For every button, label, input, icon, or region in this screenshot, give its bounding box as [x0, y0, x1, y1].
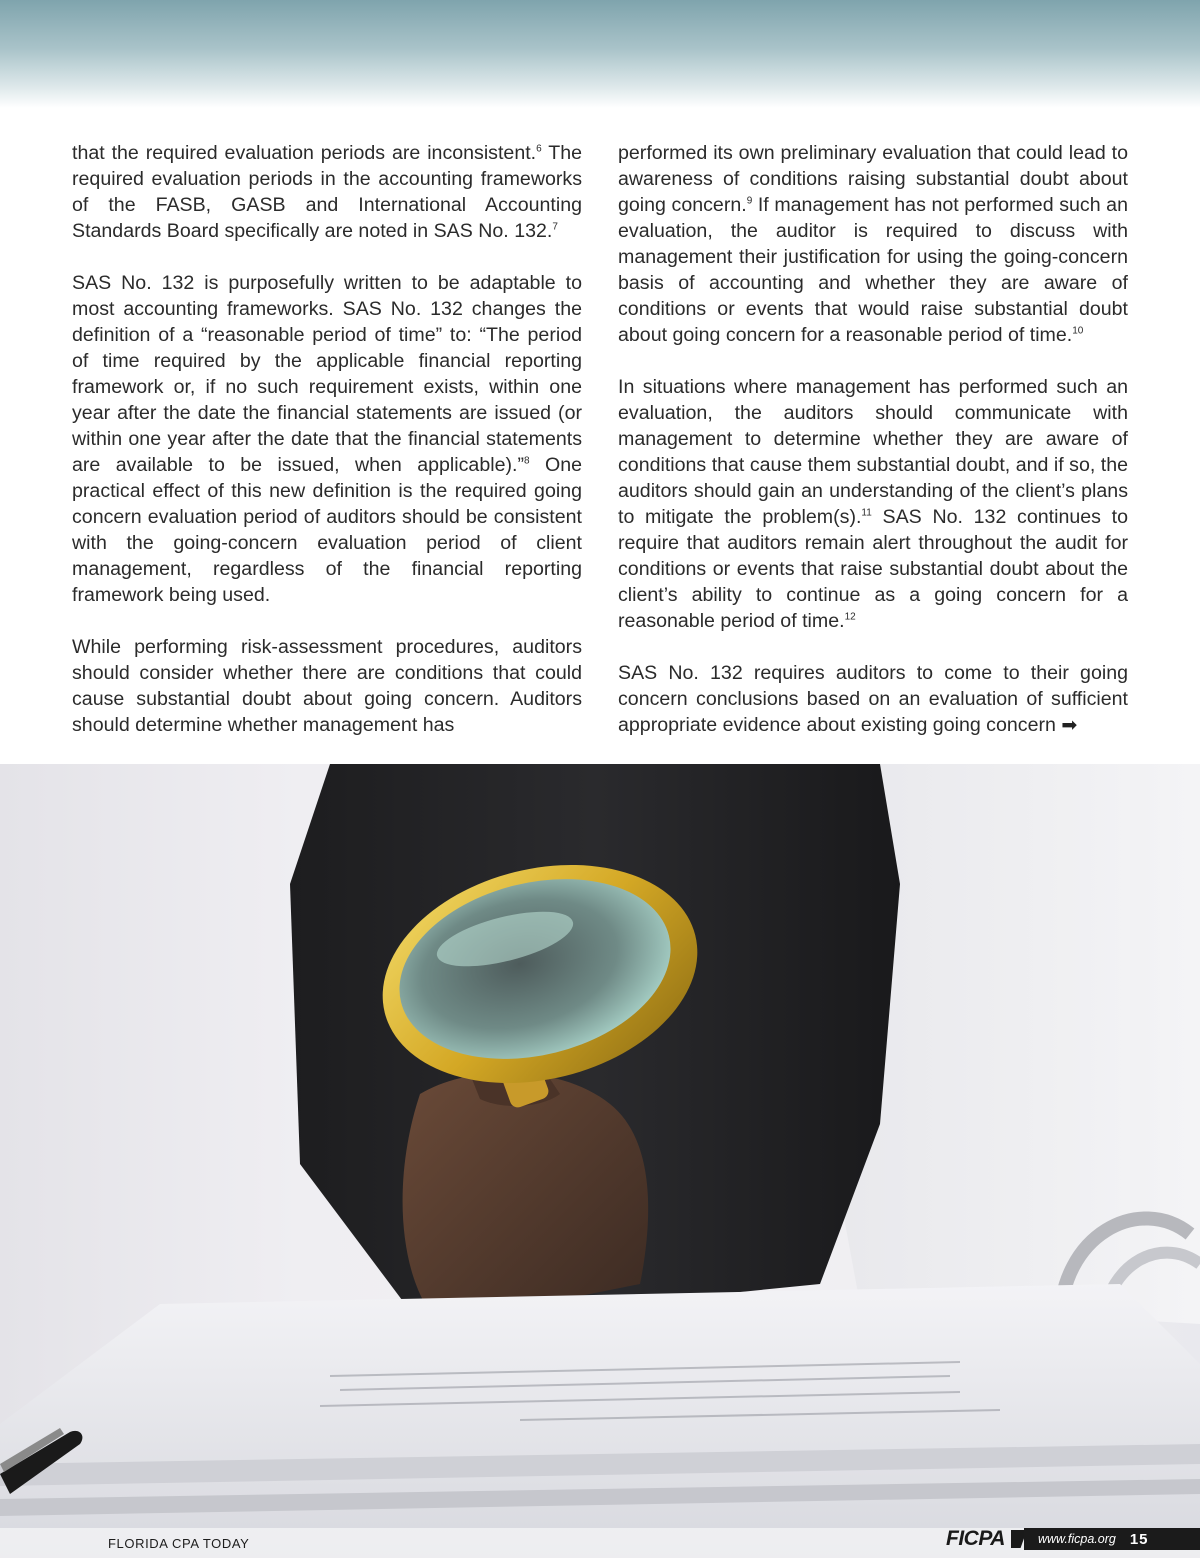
magnifying-glass-photo-illustration: [0, 764, 1200, 1558]
header-gradient-band: [0, 0, 1200, 108]
paragraph-text: SAS No. 132 requires auditors to come to their going concern conclusions based on an evaluation of sufficient appropriate evidence about existing going concern: [618, 662, 1128, 736]
article-column-right: [618, 140, 1128, 765]
footnote-marker: 7: [552, 221, 558, 233]
ficpa-logo: [946, 1527, 1027, 1551]
article-paragraph: [618, 374, 1128, 634]
paragraph-text: The required evaluation periods in the accounting frameworks of the FASB, GASB and International Accounting Standards Board specifically are noted in SAS No. 132.: [72, 142, 582, 242]
footnote-marker: 10: [1072, 325, 1084, 337]
publication-name: FLORIDA CPA TODAY: [108, 1536, 250, 1551]
website-url: www.ficpa.org: [1038, 1532, 1116, 1546]
article-paragraph: [72, 140, 582, 244]
ficpa-logo-text: FICPA: [946, 1527, 1005, 1550]
article-paragraph: [72, 634, 582, 738]
paragraph-text: that the required evaluation periods are inconsistent.: [72, 142, 537, 164]
continued-arrow-icon: ➡: [1061, 715, 1078, 736]
article-photo: [0, 764, 1200, 1558]
footnote-marker: 9: [746, 195, 753, 207]
footnote-marker: 6: [536, 143, 542, 155]
paragraph-text: performed its own preliminary evaluation that could lead to awareness of conditions raising substantial doubt about going concern.: [618, 142, 1128, 216]
article-paragraph: [72, 270, 582, 608]
paragraph-text: One practical effect of this new definition is the required going concern evaluation period of auditors should be consistent with the going-concern evaluation period of client management, regardless of the financial reporting framework being used.: [72, 454, 582, 606]
article-paragraph: [618, 140, 1128, 348]
paragraph-text: If management has not performed such an evaluation, the auditor is required to discuss with management their justification for using the going-concern basis of accounting and whether they are aware of conditions or events that would raise substantial doubt about going concern for a reasonable period of time.: [618, 194, 1128, 346]
footnote-marker: 12: [844, 611, 856, 623]
footer-url-bar: [1024, 1528, 1200, 1550]
article-paragraph: [618, 660, 1128, 739]
paragraph-text: SAS No. 132 continues to require that auditors remain alert throughout the audit for conditions or events that raise substantial doubt about the client’s ability to continue as a going concern for a reasonable period of time.: [618, 506, 1128, 632]
footnote-marker: 8: [523, 455, 530, 467]
page-number: 15: [1129, 1530, 1149, 1548]
paragraph-text: SAS No. 132 is purposefully written to be adaptable to most accounting frameworks. SAS No. 132 changes the definition of a “reasonable period of time” to: “The period of time required by the applicable financial reporting framework or, if no such requirement exists, within one year after the date the financial statements are issued (or within one year after the date that the financial statements are available to be issued, when applicable).”: [72, 272, 582, 476]
document-stack-shape: [0, 1284, 1200, 1558]
paragraph-text: In situations where management has performed such an evaluation, the auditors should communicate with management to determine whether they are aware of conditions that cause them substantial doubt, and if so, the auditors should gain an understanding of the client’s plans to mitigate the problem(s).: [618, 376, 1128, 528]
paragraph-text: While performing risk-assessment procedures, auditors should consider whether there are conditions that could cause substantial doubt about going concern. Auditors should determine whether management has: [72, 636, 582, 736]
footnote-marker: 11: [861, 507, 872, 519]
hand-shape: [403, 1073, 649, 1324]
article-column-left: [72, 140, 582, 764]
